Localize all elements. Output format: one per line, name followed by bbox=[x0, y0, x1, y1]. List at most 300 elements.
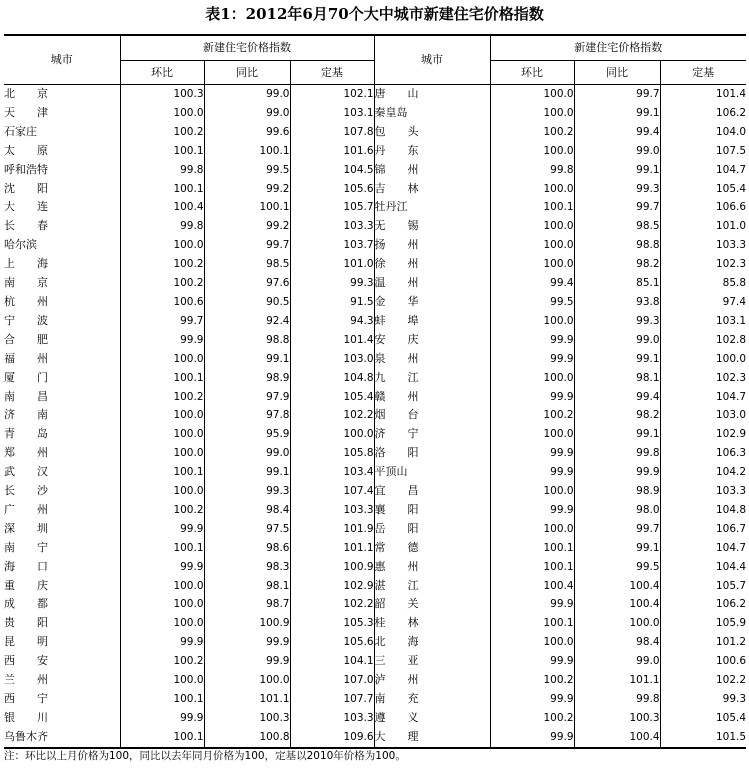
base-value-right: 97.4 bbox=[660, 293, 746, 312]
mom-value-right: 99.9 bbox=[490, 331, 574, 350]
city-name-left: 长 春 bbox=[4, 219, 48, 233]
base-value-left: 109.6 bbox=[290, 728, 374, 748]
yoy-value-left: 97.9 bbox=[204, 388, 290, 407]
yoy-value-right: 98.0 bbox=[574, 501, 660, 520]
yoy-value-right: 99.9 bbox=[574, 463, 660, 482]
city-name-right: 常 德 bbox=[374, 539, 490, 558]
mom-value-right: 100.0 bbox=[490, 633, 574, 652]
table-row bbox=[4, 690, 746, 709]
mom-value-right: 99.9 bbox=[490, 388, 574, 407]
base-value-right: 102.9 bbox=[660, 425, 746, 444]
table-row bbox=[4, 633, 746, 652]
mom-value-left: 100.0 bbox=[120, 577, 204, 596]
header-base-left: 定基 bbox=[290, 61, 374, 85]
base-value-left: 105.8 bbox=[290, 444, 374, 463]
yoy-value-left: 98.3 bbox=[204, 558, 290, 577]
table-title: 表1：2012年6月70个大中城市新建住宅价格指数 bbox=[205, 5, 544, 23]
city-name-right: 烟 台 bbox=[374, 406, 490, 425]
city-name-right: 济 宁 bbox=[374, 425, 490, 444]
base-value-left: 103.1 bbox=[290, 104, 374, 123]
base-value-right: 104.8 bbox=[660, 501, 746, 520]
yoy-value-right: 100.3 bbox=[574, 709, 660, 728]
city-name-right: 赣 州 bbox=[374, 388, 490, 407]
yoy-value-left: 97.8 bbox=[204, 406, 290, 425]
base-value-right: 104.2 bbox=[660, 463, 746, 482]
city-name-left: 武 汉 bbox=[4, 465, 48, 479]
base-value-left: 105.3 bbox=[290, 614, 374, 633]
mom-value-right: 100.1 bbox=[490, 198, 574, 217]
yoy-value-right: 99.1 bbox=[574, 350, 660, 369]
mom-value-left: 100.0 bbox=[120, 236, 204, 255]
base-value-right: 102.3 bbox=[660, 369, 746, 388]
base-value-right: 106.6 bbox=[660, 198, 746, 217]
yoy-value-left: 92.4 bbox=[204, 312, 290, 331]
table-row bbox=[4, 482, 746, 501]
yoy-value-left: 100.8 bbox=[204, 728, 290, 748]
base-value-left: 101.1 bbox=[290, 539, 374, 558]
table-row bbox=[4, 274, 746, 293]
mom-value-left: 100.1 bbox=[120, 690, 204, 709]
mom-value-left: 100.0 bbox=[120, 406, 204, 425]
mom-value-left: 100.2 bbox=[120, 652, 204, 671]
base-value-right: 107.5 bbox=[660, 142, 746, 161]
city-name-right: 扬 州 bbox=[374, 236, 490, 255]
mom-value-left: 100.1 bbox=[120, 369, 204, 388]
city-name-right: 北 海 bbox=[374, 633, 490, 652]
table-row bbox=[4, 350, 746, 369]
city-name-left: 合 肥 bbox=[4, 332, 48, 346]
base-value-right: 100.6 bbox=[660, 652, 746, 671]
mom-value-right: 100.4 bbox=[490, 577, 574, 596]
mom-value-right: 100.0 bbox=[490, 180, 574, 199]
city-name-left: 深 圳 bbox=[4, 521, 48, 535]
mom-value-right: 99.9 bbox=[490, 463, 574, 482]
table-row bbox=[4, 577, 746, 596]
city-name-right: 襄 阳 bbox=[374, 501, 490, 520]
table-row bbox=[4, 501, 746, 520]
mom-value-right: 100.1 bbox=[490, 558, 574, 577]
yoy-value-right: 101.1 bbox=[574, 671, 660, 690]
base-value-left: 101.0 bbox=[290, 255, 374, 274]
yoy-value-right: 100.4 bbox=[574, 577, 660, 596]
mom-value-right: 99.9 bbox=[490, 652, 574, 671]
city-name-right: 惠 州 bbox=[374, 558, 490, 577]
city-name-right: 徐 州 bbox=[374, 255, 490, 274]
yoy-value-left: 99.3 bbox=[204, 482, 290, 501]
mom-value-right: 100.0 bbox=[490, 236, 574, 255]
table-row bbox=[4, 104, 746, 123]
base-value-right: 106.7 bbox=[660, 520, 746, 539]
mom-value-left: 100.2 bbox=[120, 388, 204, 407]
mom-value-right: 100.0 bbox=[490, 104, 574, 123]
mom-value-left: 99.9 bbox=[120, 520, 204, 539]
table-row bbox=[4, 539, 746, 558]
city-name-right: 丹 东 bbox=[374, 142, 490, 161]
yoy-value-left: 98.5 bbox=[204, 255, 290, 274]
mom-value-right: 99.9 bbox=[490, 595, 574, 614]
base-value-right: 101.2 bbox=[660, 633, 746, 652]
city-name-right: 湛 江 bbox=[374, 577, 490, 596]
base-value-right: 103.3 bbox=[660, 236, 746, 255]
header-yoy-right: 同比 bbox=[574, 61, 660, 85]
mom-value-right: 100.2 bbox=[490, 671, 574, 690]
yoy-value-left: 100.1 bbox=[204, 142, 290, 161]
base-value-left: 105.6 bbox=[290, 180, 374, 199]
table-row bbox=[4, 85, 746, 104]
mom-value-left: 100.1 bbox=[120, 463, 204, 482]
yoy-value-left: 98.4 bbox=[204, 501, 290, 520]
yoy-value-right: 98.5 bbox=[574, 217, 660, 236]
header-city-right: 城市 bbox=[374, 35, 490, 85]
table-row bbox=[4, 671, 746, 690]
table-row bbox=[4, 142, 746, 161]
mom-value-right: 100.0 bbox=[490, 312, 574, 331]
mom-value-left: 100.6 bbox=[120, 293, 204, 312]
yoy-value-right: 99.1 bbox=[574, 425, 660, 444]
city-name-right: 无 锡 bbox=[374, 217, 490, 236]
city-name-left: 青 岛 bbox=[4, 427, 48, 441]
yoy-value-left: 98.9 bbox=[204, 369, 290, 388]
city-name-left: 重 庆 bbox=[4, 578, 48, 592]
price-index-table bbox=[4, 34, 746, 749]
base-value-right: 104.7 bbox=[660, 388, 746, 407]
city-name-left: 上 海 bbox=[4, 257, 48, 271]
base-value-left: 102.1 bbox=[290, 85, 374, 104]
yoy-value-left: 99.9 bbox=[204, 652, 290, 671]
city-name-left: 天 津 bbox=[4, 105, 48, 119]
city-name-left: 贵 阳 bbox=[4, 616, 48, 630]
yoy-value-right: 99.7 bbox=[574, 520, 660, 539]
base-value-right: 85.8 bbox=[660, 274, 746, 293]
mom-value-left: 100.0 bbox=[120, 104, 204, 123]
base-value-left: 102.2 bbox=[290, 595, 374, 614]
mom-value-left: 99.7 bbox=[120, 312, 204, 331]
city-name-right: 锦 州 bbox=[374, 161, 490, 180]
base-value-left: 101.4 bbox=[290, 331, 374, 350]
base-value-right: 101.0 bbox=[660, 217, 746, 236]
yoy-value-right: 99.5 bbox=[574, 558, 660, 577]
yoy-value-right: 98.8 bbox=[574, 236, 660, 255]
yoy-value-left: 101.1 bbox=[204, 690, 290, 709]
base-value-right: 105.4 bbox=[660, 180, 746, 199]
city-name-left: 西 安 bbox=[4, 654, 48, 668]
base-value-right: 103.0 bbox=[660, 406, 746, 425]
mom-value-left: 100.0 bbox=[120, 671, 204, 690]
city-name-left: 济 南 bbox=[4, 408, 48, 422]
mom-value-left: 100.0 bbox=[120, 425, 204, 444]
yoy-value-left: 99.0 bbox=[204, 104, 290, 123]
city-name-right: 秦皇岛 bbox=[374, 104, 490, 123]
yoy-value-left: 98.8 bbox=[204, 331, 290, 350]
base-value-left: 100.0 bbox=[290, 425, 374, 444]
yoy-value-left: 95.9 bbox=[204, 425, 290, 444]
header-yoy-left: 同比 bbox=[204, 61, 290, 85]
yoy-value-left: 99.2 bbox=[204, 180, 290, 199]
table-row bbox=[4, 652, 746, 671]
header-mom-left: 环比 bbox=[120, 61, 204, 85]
yoy-value-right: 99.0 bbox=[574, 331, 660, 350]
table-row bbox=[4, 123, 746, 142]
mom-value-right: 100.0 bbox=[490, 217, 574, 236]
mom-value-left: 100.4 bbox=[120, 198, 204, 217]
mom-value-left: 99.8 bbox=[120, 217, 204, 236]
mom-value-right: 100.1 bbox=[490, 539, 574, 558]
table-row bbox=[4, 558, 746, 577]
table-row bbox=[4, 595, 746, 614]
table-note: 注：环比以上月价格为100，同比以去年同月价格为100，定基以2010年价格为100。 bbox=[4, 750, 406, 762]
base-value-left: 107.7 bbox=[290, 690, 374, 709]
yoy-value-left: 99.6 bbox=[204, 123, 290, 142]
table-row bbox=[4, 217, 746, 236]
mom-value-right: 100.0 bbox=[490, 425, 574, 444]
mom-value-left: 100.2 bbox=[120, 501, 204, 520]
base-value-right: 104.0 bbox=[660, 123, 746, 142]
base-value-left: 94.3 bbox=[290, 312, 374, 331]
table-row bbox=[4, 444, 746, 463]
mom-value-left: 100.2 bbox=[120, 123, 204, 142]
city-name-right: 大 理 bbox=[374, 728, 490, 748]
mom-value-right: 99.4 bbox=[490, 274, 574, 293]
base-value-right: 100.0 bbox=[660, 350, 746, 369]
yoy-value-right: 100.0 bbox=[574, 614, 660, 633]
yoy-value-right: 99.1 bbox=[574, 161, 660, 180]
city-name-left: 南 宁 bbox=[4, 540, 48, 554]
base-value-right: 102.2 bbox=[660, 671, 746, 690]
base-value-right: 103.3 bbox=[660, 482, 746, 501]
city-name-left: 广 州 bbox=[4, 502, 48, 516]
yoy-value-right: 99.7 bbox=[574, 198, 660, 217]
header-base-right: 定基 bbox=[660, 61, 746, 85]
table-row bbox=[4, 520, 746, 539]
yoy-value-right: 99.8 bbox=[574, 690, 660, 709]
yoy-value-right: 99.0 bbox=[574, 652, 660, 671]
mom-value-left: 99.9 bbox=[120, 558, 204, 577]
mom-value-right: 100.1 bbox=[490, 614, 574, 633]
header-city-left: 城市 bbox=[4, 35, 120, 85]
table-row bbox=[4, 312, 746, 331]
base-value-left: 107.8 bbox=[290, 123, 374, 142]
city-name-right: 遵 义 bbox=[374, 709, 490, 728]
yoy-value-left: 99.5 bbox=[204, 161, 290, 180]
yoy-value-left: 99.9 bbox=[204, 633, 290, 652]
base-value-left: 102.2 bbox=[290, 406, 374, 425]
yoy-value-right: 98.1 bbox=[574, 369, 660, 388]
mom-value-left: 100.1 bbox=[120, 142, 204, 161]
city-name-right: 宜 昌 bbox=[374, 482, 490, 501]
base-value-left: 101.6 bbox=[290, 142, 374, 161]
city-name-right: 南 充 bbox=[374, 690, 490, 709]
base-value-left: 105.4 bbox=[290, 388, 374, 407]
mom-value-left: 100.0 bbox=[120, 444, 204, 463]
table-row bbox=[4, 331, 746, 350]
base-value-right: 105.4 bbox=[660, 709, 746, 728]
table-row bbox=[4, 406, 746, 425]
city-name-left: 郑 州 bbox=[4, 446, 48, 460]
mom-value-right: 99.9 bbox=[490, 350, 574, 369]
city-name-left: 厦 门 bbox=[4, 370, 48, 384]
mom-value-left: 99.9 bbox=[120, 633, 204, 652]
mom-value-left: 100.0 bbox=[120, 595, 204, 614]
base-value-right: 104.7 bbox=[660, 161, 746, 180]
city-name-left: 北 京 bbox=[4, 87, 48, 100]
city-name-left: 成 都 bbox=[4, 597, 48, 611]
base-value-left: 103.3 bbox=[290, 709, 374, 728]
yoy-value-right: 93.8 bbox=[574, 293, 660, 312]
mom-value-right: 100.0 bbox=[490, 255, 574, 274]
header-group-left: 新建住宅价格指数 bbox=[120, 35, 374, 61]
yoy-value-right: 99.3 bbox=[574, 180, 660, 199]
base-value-left: 100.9 bbox=[290, 558, 374, 577]
city-name-right: 包 头 bbox=[374, 123, 490, 142]
yoy-value-left: 100.0 bbox=[204, 671, 290, 690]
base-value-right: 102.3 bbox=[660, 255, 746, 274]
yoy-value-left: 97.5 bbox=[204, 520, 290, 539]
base-value-right: 105.7 bbox=[660, 577, 746, 596]
table-row bbox=[4, 614, 746, 633]
yoy-value-left: 100.3 bbox=[204, 709, 290, 728]
base-value-right: 104.7 bbox=[660, 539, 746, 558]
mom-value-right: 100.2 bbox=[490, 406, 574, 425]
base-value-left: 105.7 bbox=[290, 198, 374, 217]
base-value-left: 104.1 bbox=[290, 652, 374, 671]
city-name-left: 大 连 bbox=[4, 200, 48, 214]
city-name-right: 三 亚 bbox=[374, 652, 490, 671]
mom-value-right: 100.0 bbox=[490, 520, 574, 539]
city-name-right: 吉 林 bbox=[374, 180, 490, 199]
mom-value-right: 100.2 bbox=[490, 709, 574, 728]
table-row bbox=[4, 425, 746, 444]
city-name-left: 太 原 bbox=[4, 143, 48, 157]
mom-value-right: 100.0 bbox=[490, 482, 574, 501]
city-name-left: 南 昌 bbox=[4, 389, 48, 403]
mom-value-right: 99.9 bbox=[490, 728, 574, 748]
base-value-left: 103.0 bbox=[290, 350, 374, 369]
mom-value-left: 100.1 bbox=[120, 539, 204, 558]
yoy-value-right: 85.1 bbox=[574, 274, 660, 293]
yoy-value-right: 99.8 bbox=[574, 444, 660, 463]
mom-value-left: 99.9 bbox=[120, 709, 204, 728]
table-row bbox=[4, 293, 746, 312]
city-name-left: 石家庄 bbox=[4, 124, 37, 138]
city-name-right: 九 江 bbox=[374, 369, 490, 388]
yoy-value-right: 99.1 bbox=[574, 104, 660, 123]
city-name-left: 南 京 bbox=[4, 276, 48, 290]
city-name-left: 海 口 bbox=[4, 559, 48, 573]
yoy-value-left: 99.0 bbox=[204, 444, 290, 463]
yoy-value-left: 99.0 bbox=[204, 85, 290, 104]
city-name-right: 泉 州 bbox=[374, 350, 490, 369]
city-name-left: 银 川 bbox=[4, 710, 48, 724]
table-row bbox=[4, 388, 746, 407]
yoy-value-left: 90.5 bbox=[204, 293, 290, 312]
yoy-value-left: 99.2 bbox=[204, 217, 290, 236]
mom-value-right: 99.5 bbox=[490, 293, 574, 312]
city-name-right: 金 华 bbox=[374, 293, 490, 312]
city-name-right: 牡丹江 bbox=[374, 198, 490, 217]
mom-value-right: 100.0 bbox=[490, 142, 574, 161]
yoy-value-right: 98.9 bbox=[574, 482, 660, 501]
yoy-value-left: 98.1 bbox=[204, 577, 290, 596]
yoy-value-right: 99.4 bbox=[574, 123, 660, 142]
yoy-value-right: 100.4 bbox=[574, 728, 660, 748]
city-name-left: 兰 州 bbox=[4, 673, 48, 687]
yoy-value-right: 99.4 bbox=[574, 388, 660, 407]
city-name-right: 温 州 bbox=[374, 274, 490, 293]
base-value-left: 103.7 bbox=[290, 236, 374, 255]
mom-value-left: 100.1 bbox=[120, 180, 204, 199]
yoy-value-left: 99.7 bbox=[204, 236, 290, 255]
mom-value-right: 100.2 bbox=[490, 123, 574, 142]
base-value-right: 105.9 bbox=[660, 614, 746, 633]
yoy-value-right: 99.7 bbox=[574, 85, 660, 104]
table-body bbox=[4, 85, 746, 748]
mom-value-right: 100.0 bbox=[490, 369, 574, 388]
base-value-left: 104.5 bbox=[290, 161, 374, 180]
table-row bbox=[4, 369, 746, 388]
table-row bbox=[4, 161, 746, 180]
mom-value-left: 99.8 bbox=[120, 161, 204, 180]
city-name-right: 唐 山 bbox=[374, 85, 490, 104]
base-value-left: 107.0 bbox=[290, 671, 374, 690]
city-name-right: 平顶山 bbox=[374, 463, 490, 482]
table-row bbox=[4, 180, 746, 199]
yoy-value-left: 100.1 bbox=[204, 198, 290, 217]
base-value-right: 106.2 bbox=[660, 104, 746, 123]
mom-value-left: 100.0 bbox=[120, 350, 204, 369]
mom-value-left: 100.2 bbox=[120, 255, 204, 274]
header-group-right: 新建住宅价格指数 bbox=[490, 35, 746, 61]
base-value-right: 99.3 bbox=[660, 690, 746, 709]
base-value-left: 91.5 bbox=[290, 293, 374, 312]
city-name-right: 泸 州 bbox=[374, 671, 490, 690]
yoy-value-left: 99.1 bbox=[204, 350, 290, 369]
base-value-right: 101.5 bbox=[660, 728, 746, 748]
yoy-value-left: 98.7 bbox=[204, 595, 290, 614]
mom-value-left: 100.0 bbox=[120, 614, 204, 633]
mom-value-left: 100.1 bbox=[120, 728, 204, 748]
mom-value-left: 100.3 bbox=[120, 85, 204, 104]
city-name-right: 安 庆 bbox=[374, 331, 490, 350]
mom-value-right: 99.9 bbox=[490, 501, 574, 520]
mom-value-left: 100.2 bbox=[120, 274, 204, 293]
city-name-left: 西 宁 bbox=[4, 692, 48, 705]
yoy-value-right: 99.0 bbox=[574, 142, 660, 161]
base-value-left: 99.3 bbox=[290, 274, 374, 293]
mom-value-left: 99.9 bbox=[120, 331, 204, 350]
base-value-right: 104.4 bbox=[660, 558, 746, 577]
table-row bbox=[4, 709, 746, 728]
base-value-left: 103.3 bbox=[290, 217, 374, 236]
yoy-value-left: 99.1 bbox=[204, 463, 290, 482]
table-row bbox=[4, 463, 746, 482]
yoy-value-right: 98.2 bbox=[574, 255, 660, 274]
base-value-right: 102.8 bbox=[660, 331, 746, 350]
base-value-left: 104.8 bbox=[290, 369, 374, 388]
mom-value-right: 100.0 bbox=[490, 85, 574, 104]
mom-value-right: 99.9 bbox=[490, 690, 574, 709]
mom-value-left: 100.0 bbox=[120, 482, 204, 501]
yoy-value-right: 98.2 bbox=[574, 406, 660, 425]
base-value-left: 107.4 bbox=[290, 482, 374, 501]
yoy-value-right: 99.1 bbox=[574, 539, 660, 558]
table-row bbox=[4, 728, 746, 748]
base-value-left: 105.6 bbox=[290, 633, 374, 652]
yoy-value-left: 100.9 bbox=[204, 614, 290, 633]
city-name-left: 沈 阳 bbox=[4, 181, 48, 195]
table-row bbox=[4, 236, 746, 255]
mom-value-right: 99.8 bbox=[490, 161, 574, 180]
city-name-right: 桂 林 bbox=[374, 614, 490, 633]
